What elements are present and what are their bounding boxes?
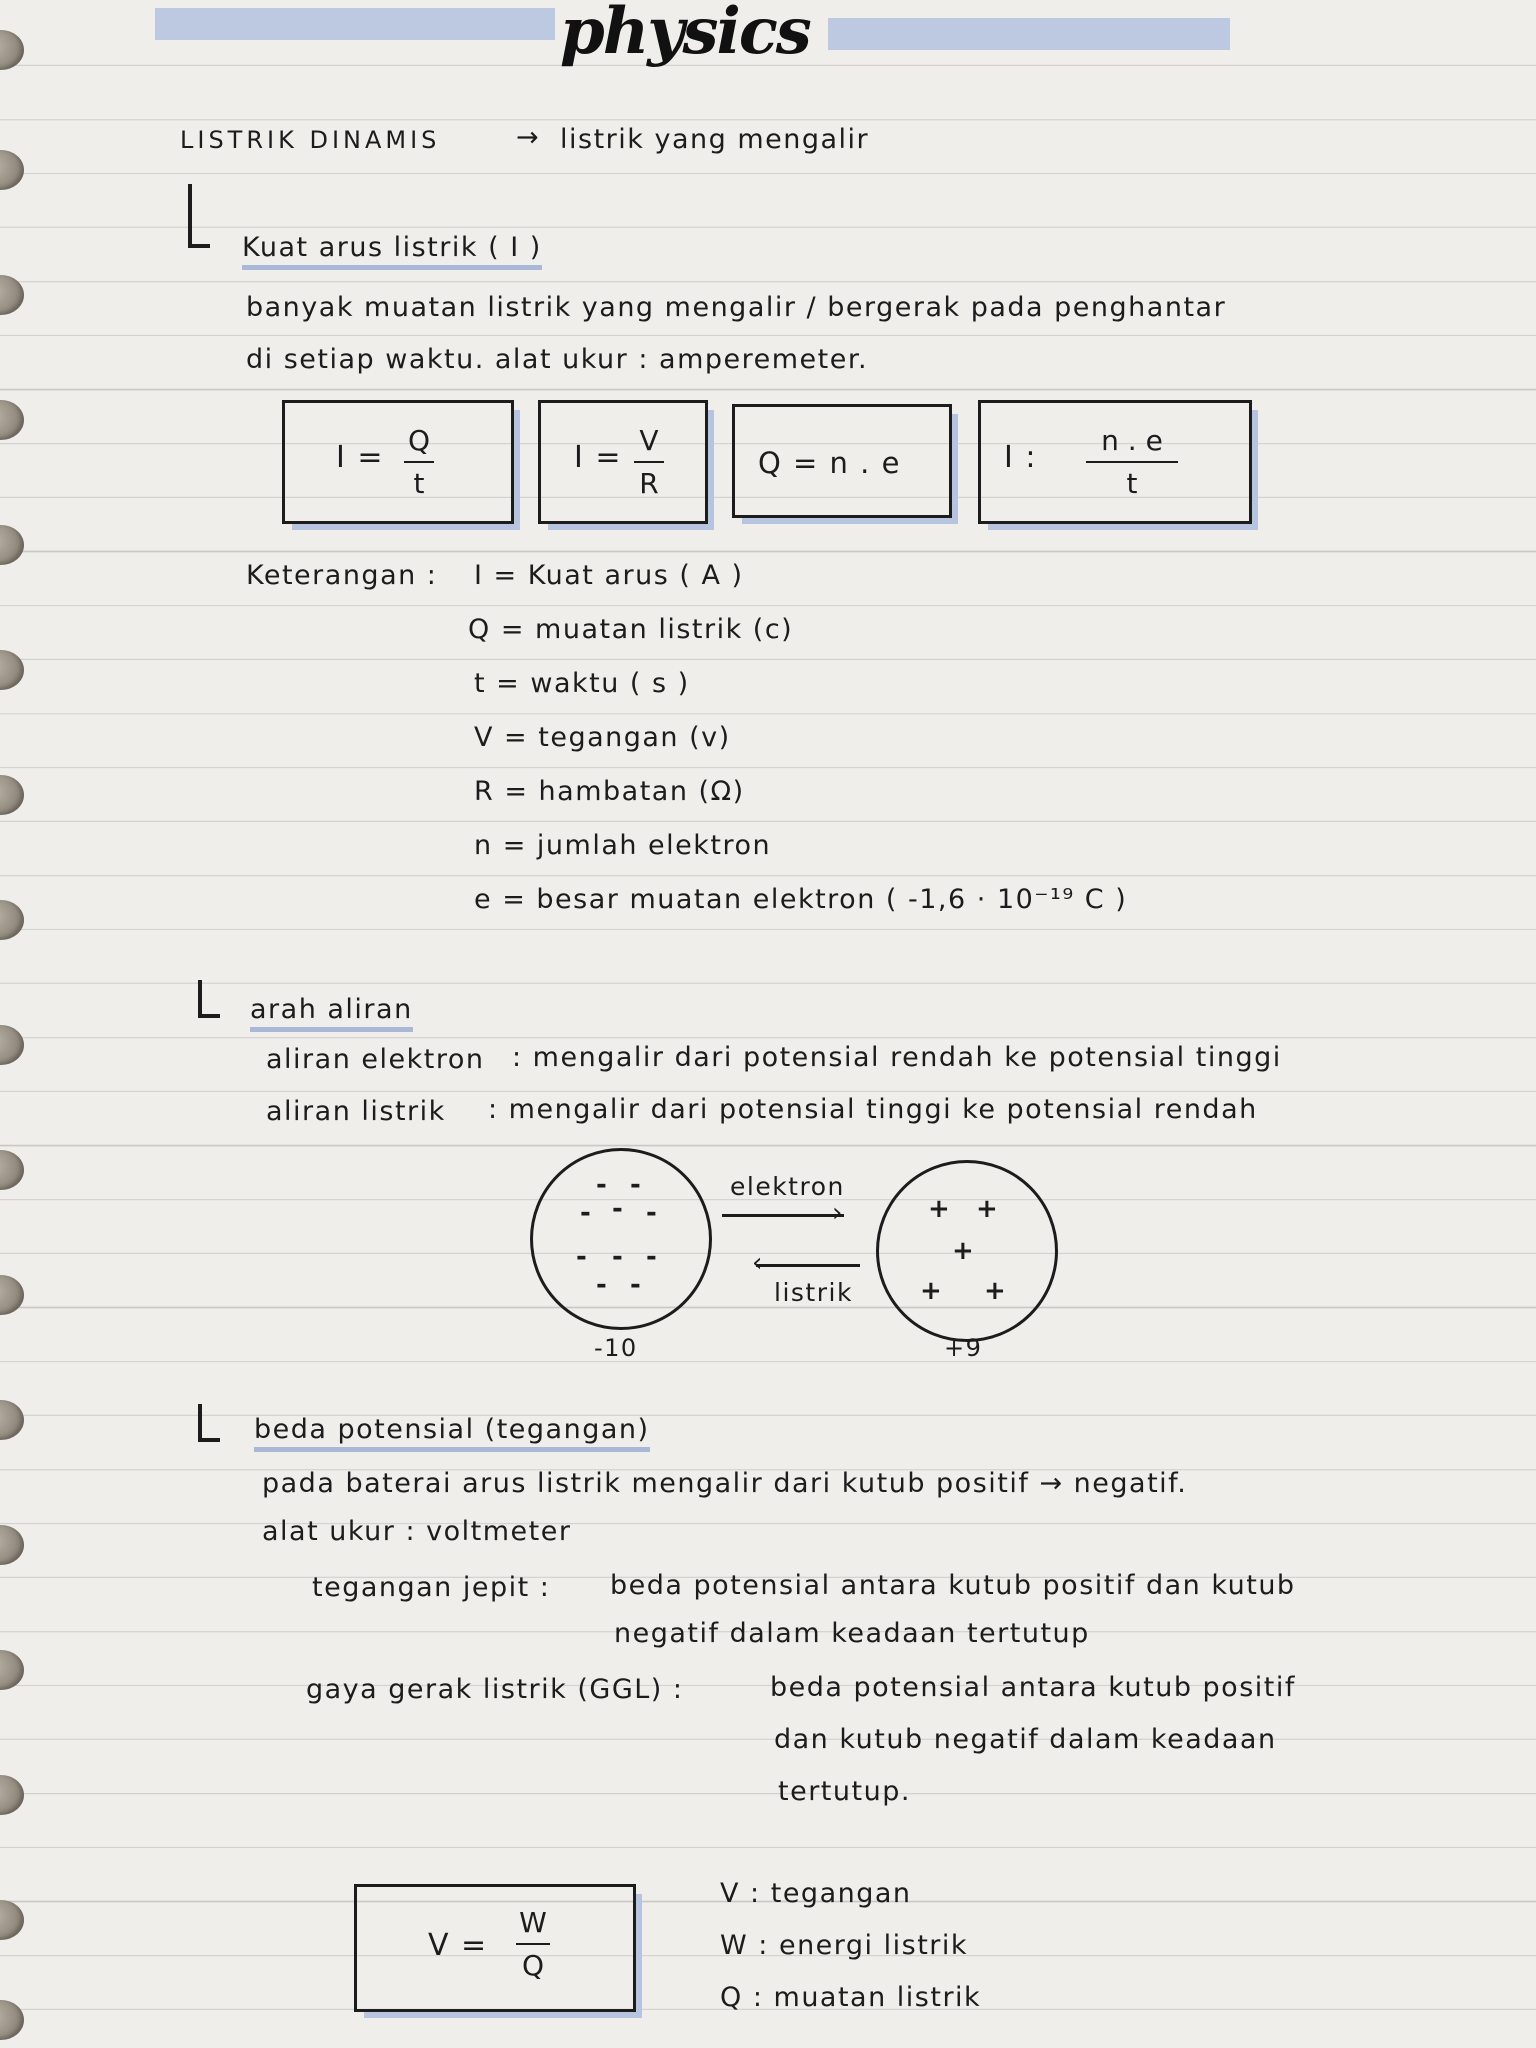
aliran-label: aliran listrik	[266, 1096, 446, 1127]
formula-text: Q = n . e	[758, 446, 901, 480]
negative-symbol: -	[596, 1270, 607, 1300]
keterangan-item: V = tegangan (v)	[474, 722, 731, 753]
legend-item: Q : muatan listrik	[720, 1982, 982, 2013]
negative-symbol: -	[580, 1198, 591, 1228]
section-title-arah-aliran: arah aliran	[250, 994, 413, 1032]
formula-lhs: I :	[1004, 440, 1037, 475]
fraction-denominator: Q	[521, 1949, 545, 1982]
section-title-kuat-arus: Kuat arus listrik ( I )	[242, 232, 542, 270]
fraction-bar	[1086, 461, 1178, 463]
arrow-left-line	[756, 1264, 860, 1267]
positive-symbol: +	[952, 1236, 974, 1266]
definition-line: tertutup.	[778, 1776, 911, 1807]
negative-symbol: -	[646, 1242, 657, 1272]
keterangan-item: t = waktu ( s )	[474, 668, 690, 699]
formula-lhs: I =	[574, 440, 623, 475]
negative-charge-circle	[530, 1148, 712, 1330]
fraction-denominator: R	[639, 467, 659, 500]
keterangan-item: Q = muatan listrik (c)	[468, 614, 794, 645]
corner-arrow-icon	[198, 1404, 220, 1442]
legend-item: W : energi listrik	[720, 1930, 969, 1961]
negative-symbol: -	[630, 1270, 641, 1300]
positive-symbol: +	[928, 1194, 950, 1224]
negative-symbol: -	[612, 1242, 623, 1272]
negative-symbol: -	[630, 1170, 641, 1200]
tegangan-jepit-label: tegangan jepit :	[312, 1572, 551, 1603]
fraction-denominator: t	[413, 467, 425, 500]
page-title: physics	[560, 0, 810, 69]
formula-fraction	[1086, 424, 1178, 500]
definition-line: beda potensial antara kutub positif	[770, 1672, 1296, 1703]
formula-box	[282, 400, 514, 524]
fraction-numerator: n . e	[1101, 424, 1163, 457]
formula-fraction	[634, 424, 664, 500]
paragraph-line: alat ukur : voltmeter	[262, 1516, 572, 1547]
keterangan-item: n = jumlah elektron	[474, 830, 772, 861]
fraction-bar	[634, 461, 664, 463]
topic-heading: LISTRIK DINAMIS	[180, 126, 441, 154]
paragraph-line: di setiap waktu. alat ukur : amperemeter.	[246, 344, 869, 375]
arrow-right-icon: ›	[832, 1198, 844, 1228]
ggl-label: gaya gerak listrik (GGL) :	[306, 1674, 684, 1705]
keterangan-item: I = Kuat arus ( A )	[474, 560, 744, 591]
fraction-bar	[404, 461, 434, 463]
formula-lhs: I =	[336, 440, 385, 475]
definition-line: negatif dalam keadaan tertutup	[614, 1618, 1090, 1649]
aliran-text: : mengalir dari potensial tinggi ke potensial rendah	[488, 1094, 1258, 1125]
section-title-beda-potensial: beda potensial (tegangan)	[254, 1414, 650, 1452]
aliran-text: : mengalir dari potensial rendah ke potensial tinggi	[512, 1042, 1282, 1073]
corner-arrow-icon	[188, 184, 210, 248]
paragraph-line: pada baterai arus listrik mengalir dari kutub positif → negatif.	[262, 1468, 1188, 1499]
formula-box	[354, 1884, 636, 2012]
corner-arrow-icon	[198, 980, 220, 1018]
title-highlight-left	[155, 8, 555, 40]
positive-symbol: +	[984, 1276, 1006, 1306]
arrow-right-icon: →	[516, 122, 541, 153]
paragraph-line: banyak muatan listrik yang mengalir / bergerak pada penghantar	[246, 292, 1227, 323]
formula-box	[538, 400, 708, 524]
fraction-numerator: W	[519, 1906, 547, 1939]
left-charge-value: -10	[594, 1334, 638, 1362]
positive-symbol: +	[976, 1194, 998, 1224]
arrow-right-line	[722, 1214, 844, 1217]
negative-symbol: -	[646, 1198, 657, 1228]
fraction-bar	[516, 1943, 550, 1945]
definition-line: beda potensial antara kutub positif dan kutub	[610, 1570, 1296, 1601]
elektron-label: elektron	[730, 1172, 845, 1201]
negative-symbol: -	[576, 1242, 587, 1272]
fraction-numerator: Q	[407, 424, 431, 457]
legend-item: V : tegangan	[720, 1878, 912, 1909]
keterangan-item: e = besar muatan elektron ( -1,6 · 10⁻¹⁹ C )	[474, 884, 1128, 915]
right-charge-value: +9	[944, 1334, 983, 1362]
negative-symbol: -	[596, 1170, 607, 1200]
formula-fraction	[404, 424, 434, 500]
fraction-denominator: t	[1126, 467, 1138, 500]
topic-definition: listrik yang mengalir	[560, 124, 870, 155]
keterangan-item: R = hambatan (Ω)	[474, 776, 745, 807]
title-highlight-right	[828, 18, 1230, 50]
formula-fraction	[516, 1906, 550, 1982]
aliran-label: aliran elektron	[266, 1044, 485, 1075]
keterangan-label: Keterangan :	[246, 560, 438, 591]
formula-lhs: V =	[428, 1928, 488, 1963]
negative-symbol: -	[612, 1194, 623, 1224]
fraction-numerator: V	[639, 424, 659, 457]
definition-line: dan kutub negatif dalam keadaan	[774, 1724, 1277, 1755]
listrik-label: listrik	[774, 1278, 853, 1307]
positive-symbol: +	[920, 1276, 942, 1306]
arrow-left-icon: ‹	[752, 1248, 764, 1278]
